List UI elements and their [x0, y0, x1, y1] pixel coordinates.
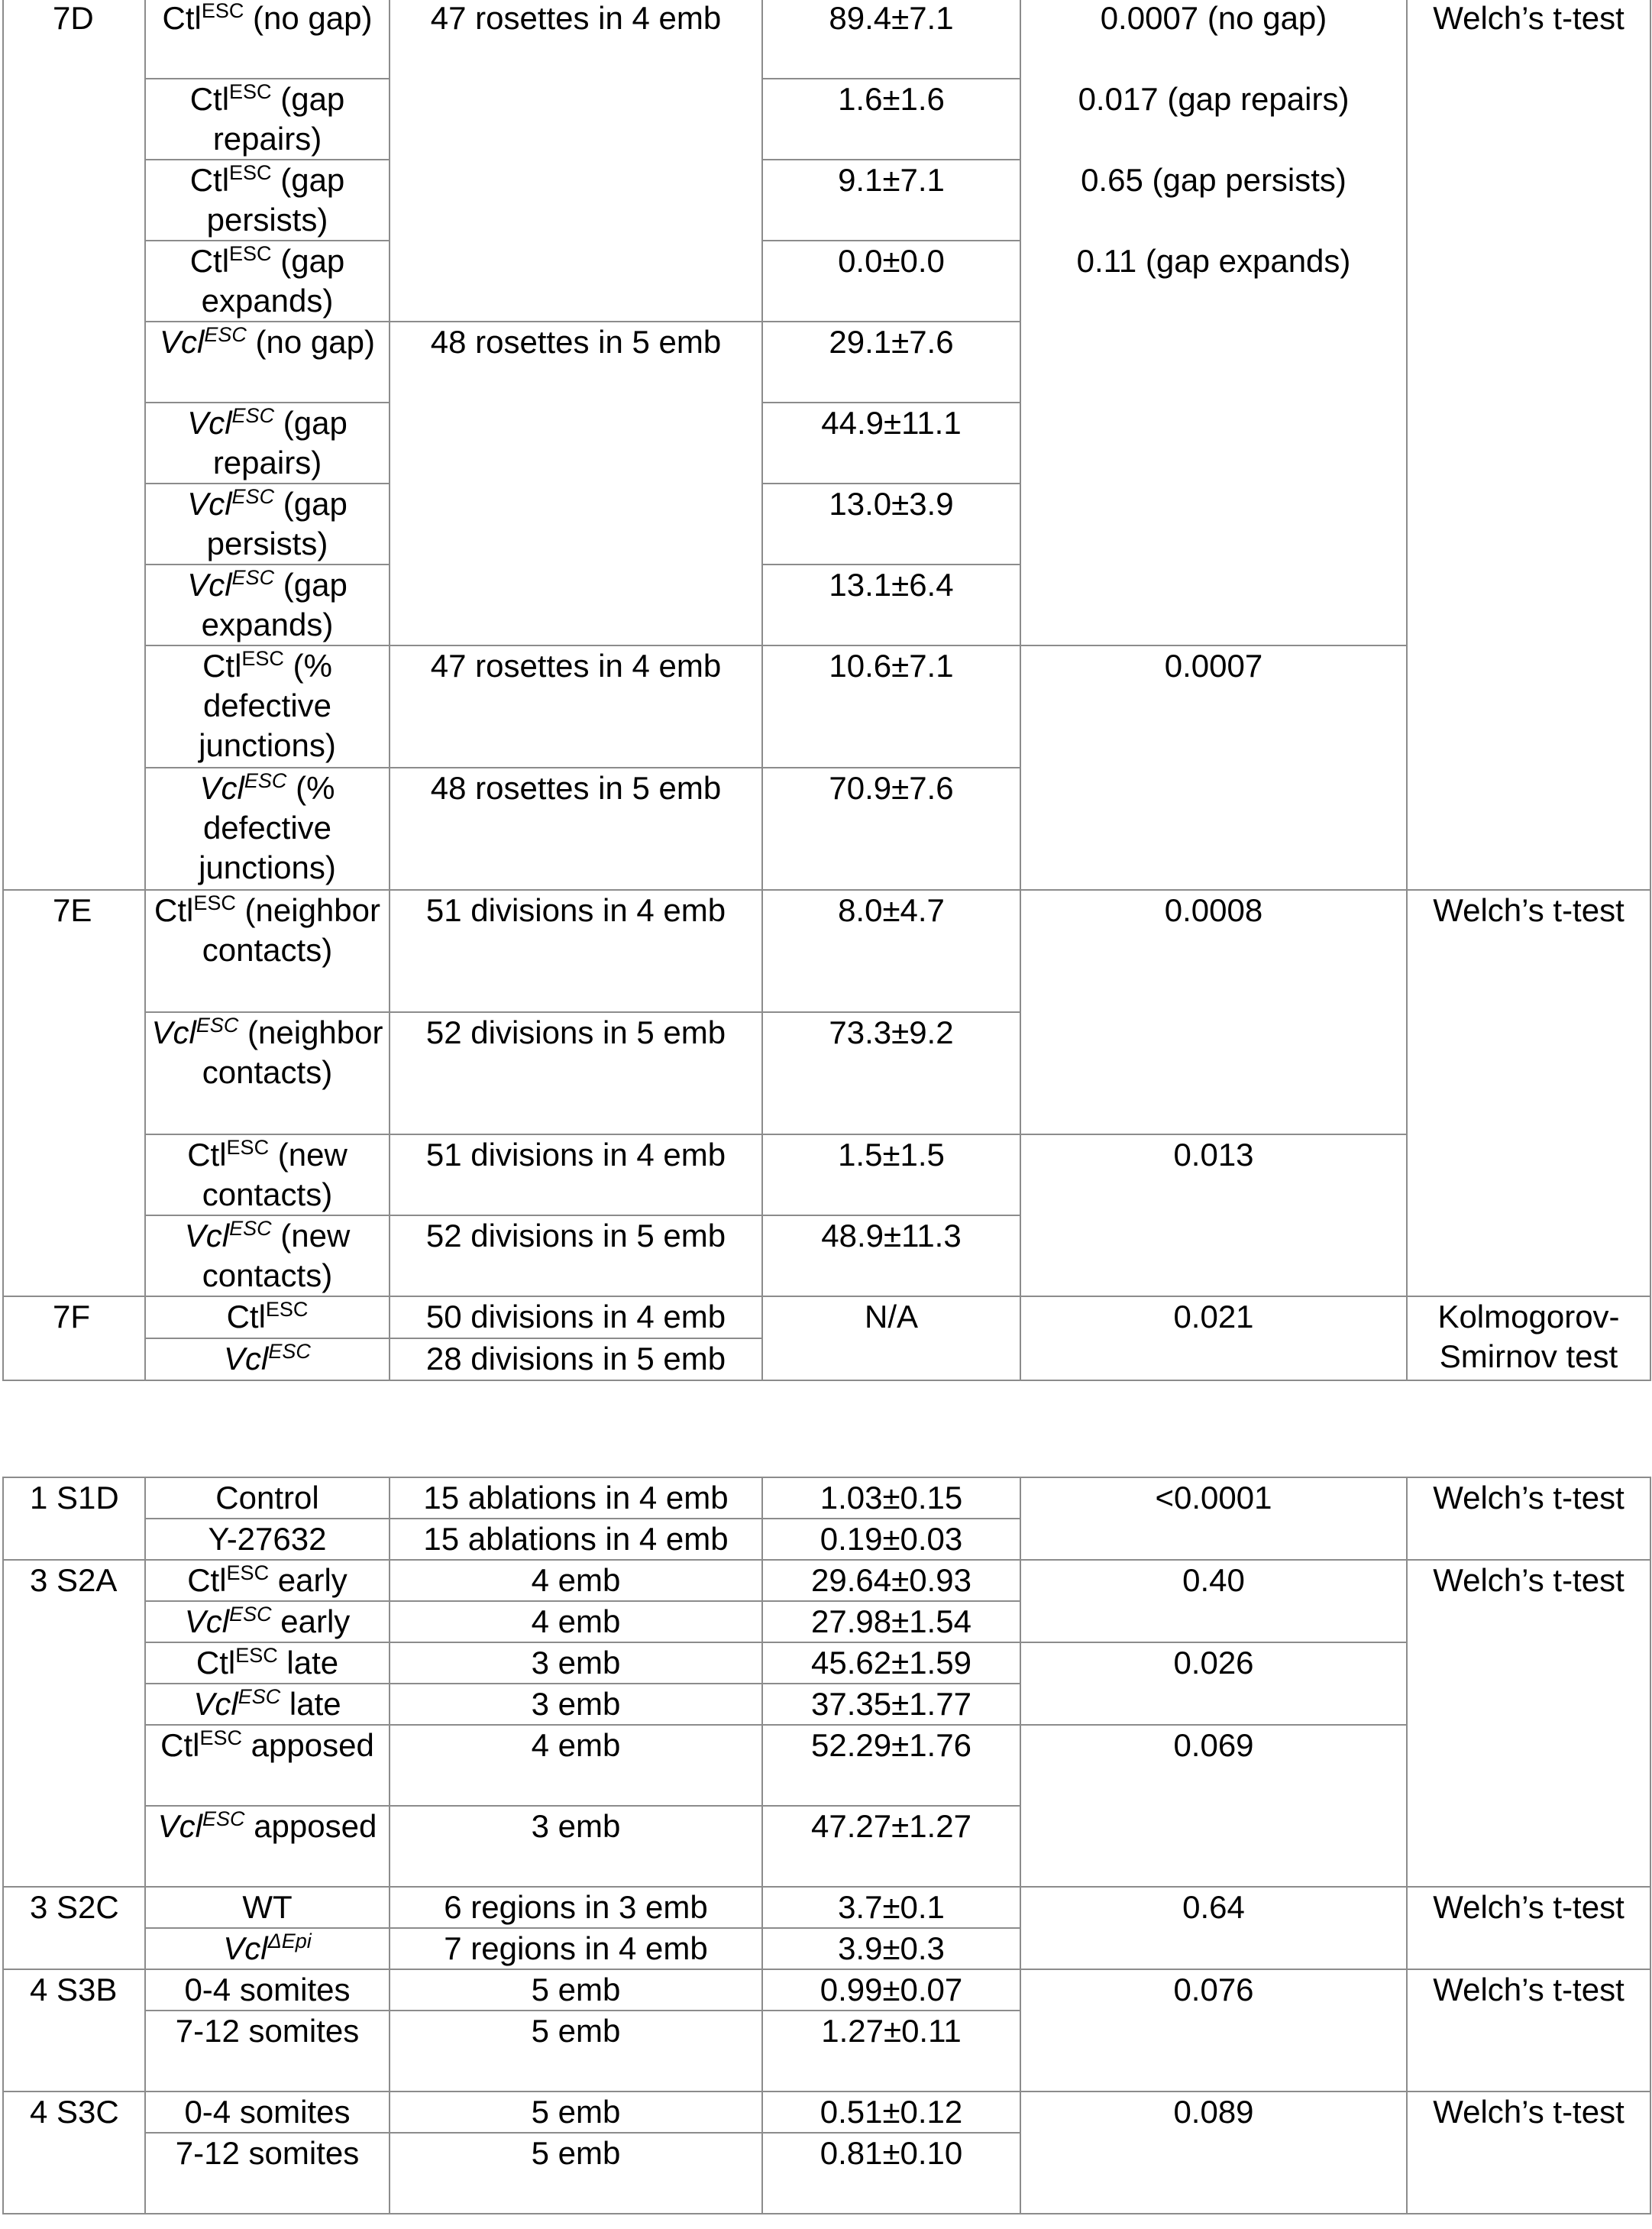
n-cell: 3 emb: [390, 1684, 762, 1725]
table-row: [3, 1134, 1650, 1215]
figure-cell: 7D: [3, 0, 145, 890]
condition-cell: Vcl$^{ESC}$ late: [145, 1684, 390, 1725]
table-row: [3, 1560, 1650, 1601]
p-value-line: 0.017 (gap repairs): [1078, 81, 1350, 117]
n-cell: 3 emb: [390, 1642, 762, 1684]
figure-cell: 7E: [3, 890, 145, 1296]
condition-cell: Vcl$^{ESC}$ apposed: [145, 1806, 390, 1887]
condition-cell: Ctl$^{ESC}$ (% defective junctions): [145, 645, 390, 768]
value-cell: 47.27±1.27: [762, 1806, 1020, 1887]
figure-cell: 4 S3C: [3, 2092, 145, 2214]
p-value-line: 0.11 (gap expands): [1076, 243, 1351, 279]
value-cell: 48.9±11.3: [762, 1215, 1020, 1296]
test-cell: Kolmogorov-Smirnov test: [1407, 1296, 1650, 1380]
condition-cell: 7-12 somites: [145, 2011, 390, 2092]
n-cell: 15 ablations in 4 emb: [390, 1519, 762, 1560]
condition-cell: Ctl$^{ESC}$ (no gap): [145, 0, 390, 79]
value-cell: 89.4±7.1: [762, 0, 1020, 79]
condition-cell: Vcl$^{ESC}$ (% defective junctions): [145, 768, 390, 890]
condition-cell: Vcl$^{ESC}$ early: [145, 1601, 390, 1642]
n-cell: 4 emb: [390, 1601, 762, 1642]
p-value-line: 0.0007 (no gap): [1100, 0, 1327, 36]
n-cell: 4 emb: [390, 1725, 762, 1806]
value-cell: 1.5±1.5: [762, 1134, 1020, 1215]
n-cell: 5 emb: [390, 1969, 762, 2011]
n-cell: 51 divisions in 4 emb: [390, 890, 762, 1012]
table-row: [3, 1477, 1650, 1519]
value-cell: 3.9±0.3: [762, 1928, 1020, 1969]
condition-cell: 0-4 somites: [145, 1969, 390, 2011]
condition-cell: Ctl$^{ESC}$: [145, 1296, 390, 1338]
test-cell: Welch’s t-test: [1407, 890, 1650, 1296]
p-value-cell: <0.0001: [1020, 1477, 1407, 1560]
p-value-cell: 0.013: [1020, 1134, 1407, 1296]
table-row: [3, 2092, 1650, 2133]
condition-cell: Control: [145, 1477, 390, 1519]
test-cell: Welch’s t-test: [1407, 0, 1650, 890]
p-value-line: 0.65 (gap persists): [1081, 162, 1346, 198]
n-cell: 5 emb: [390, 2011, 762, 2092]
condition-cell: Vcl$^{ESC}$: [145, 1338, 390, 1380]
n-cell: 3 emb: [390, 1806, 762, 1887]
value-cell: 27.98±1.54: [762, 1601, 1020, 1642]
condition-cell: 7-12 somites: [145, 2133, 390, 2214]
value-cell: 9.1±7.1: [762, 160, 1020, 241]
p-value-cell: 0.40: [1020, 1560, 1407, 1642]
value-cell: 1.27±0.11: [762, 2011, 1020, 2092]
p-value-cell: 0.026: [1020, 1642, 1407, 1725]
value-cell: 0.81±0.10: [762, 2133, 1020, 2214]
value-cell: 73.3±9.2: [762, 1012, 1020, 1134]
table-row: [3, 1969, 1650, 2011]
p-value-cell: 0.021: [1020, 1296, 1407, 1380]
value-cell: N/A: [762, 1296, 1020, 1380]
n-cell: 50 divisions in 4 emb: [390, 1296, 762, 1338]
condition-cell: Ctl$^{ESC}$ early: [145, 1560, 390, 1601]
value-cell: 0.99±0.07: [762, 1969, 1020, 2011]
p-value-cell: 0.069: [1020, 1725, 1407, 1887]
value-cell: 45.62±1.59: [762, 1642, 1020, 1684]
table-row: [3, 645, 1650, 768]
figure-cell: 1 S1D: [3, 1477, 145, 1560]
test-cell: Welch’s t-test: [1407, 1477, 1650, 1560]
condition-cell: Ctl$^{ESC}$ apposed: [145, 1725, 390, 1806]
table-row: [3, 0, 1650, 79]
test-cell: Welch’s t-test: [1407, 1560, 1650, 1887]
value-cell: 52.29±1.76: [762, 1725, 1020, 1806]
value-cell: 13.0±3.9: [762, 484, 1020, 565]
value-cell: 1.03±0.15: [762, 1477, 1020, 1519]
value-cell: 1.6±1.6: [762, 79, 1020, 160]
condition-cell: Vcl$^{ESC}$ (gap repairs): [145, 403, 390, 484]
table-row: [3, 1725, 1650, 1806]
value-cell: 0.0±0.0: [762, 241, 1020, 322]
value-cell: 13.1±6.4: [762, 565, 1020, 645]
figure-cell: 4 S3B: [3, 1969, 145, 2092]
value-cell: 37.35±1.77: [762, 1684, 1020, 1725]
condition-cell: Vcl$^{ESC}$ (new contacts): [145, 1215, 390, 1296]
value-cell: 70.9±7.6: [762, 768, 1020, 890]
figure-cell: 3 S2C: [3, 1887, 145, 1969]
value-cell: 8.0±4.7: [762, 890, 1020, 1012]
n-cell: 48 rosettes in 5 emb: [390, 322, 762, 645]
value-cell: 44.9±11.1: [762, 403, 1020, 484]
p-value-cell: 0.089: [1020, 2092, 1407, 2214]
condition-cell: Ctl$^{ESC}$ (neighbor contacts): [145, 890, 390, 1012]
n-cell: 15 ablations in 4 emb: [390, 1477, 762, 1519]
n-cell: 5 emb: [390, 2092, 762, 2133]
condition-cell: Vcl$^{ESC}$ (neighbor contacts): [145, 1012, 390, 1134]
p-value-cell: 0.076: [1020, 1969, 1407, 2092]
n-cell: 5 emb: [390, 2133, 762, 2214]
condition-cell: Ctl$^{ESC}$ (gap repairs): [145, 79, 390, 160]
condition-cell: Ctl$^{ESC}$ (gap persists): [145, 160, 390, 241]
figure-cell: 7F: [3, 1296, 145, 1380]
n-cell: 52 divisions in 5 emb: [390, 1215, 762, 1296]
p-value-cell: 0.0008: [1020, 890, 1407, 1134]
table-row: [3, 890, 1650, 1012]
n-cell: 48 rosettes in 5 emb: [390, 768, 762, 890]
condition-cell: Vcl$^{ESC}$ (no gap): [145, 322, 390, 403]
test-cell: Welch’s t-test: [1407, 1969, 1650, 2092]
condition-cell: Ctl$^{ESC}$ late: [145, 1642, 390, 1684]
stats-table-top: [2, 0, 1651, 1381]
condition-cell: 0-4 somites: [145, 2092, 390, 2133]
n-cell: 52 divisions in 5 emb: [390, 1012, 762, 1134]
value-cell: 10.6±7.1: [762, 645, 1020, 768]
condition-cell: Ctl$^{ESC}$ (new contacts): [145, 1134, 390, 1215]
value-cell: 0.19±0.03: [762, 1519, 1020, 1560]
n-cell: 47 rosettes in 4 emb: [390, 645, 762, 768]
p-value-cell: 0.0007: [1020, 645, 1407, 890]
n-cell: 47 rosettes in 4 emb: [390, 0, 762, 322]
n-cell: 28 divisions in 5 emb: [390, 1338, 762, 1380]
condition-cell: Ctl$^{ESC}$ (gap expands): [145, 241, 390, 322]
n-cell: 4 emb: [390, 1560, 762, 1601]
n-cell: 51 divisions in 4 emb: [390, 1134, 762, 1215]
stats-table-bottom: [2, 1477, 1651, 2214]
condition-cell: WT: [145, 1887, 390, 1928]
table-row: [3, 1296, 1650, 1338]
value-cell: 0.51±0.12: [762, 2092, 1020, 2133]
n-cell: 7 regions in 4 emb: [390, 1928, 762, 1969]
condition-cell: Y-27632: [145, 1519, 390, 1560]
p-value-cell: [1020, 0, 1407, 645]
test-cell: Welch’s t-test: [1407, 1887, 1650, 1969]
p-value-cell: 0.64: [1020, 1887, 1407, 1969]
condition-cell: Vcl$^{ESC}$ (gap persists): [145, 484, 390, 565]
table-row: [3, 1642, 1650, 1684]
test-cell: Welch’s t-test: [1407, 2092, 1650, 2214]
value-cell: 3.7±0.1: [762, 1887, 1020, 1928]
table-row: [3, 1887, 1650, 1928]
condition-cell: Vcl$^{ESC}$ (gap expands): [145, 565, 390, 645]
condition-cell: Vcl$^{\Delta Epi}$: [145, 1928, 390, 1969]
value-cell: 29.64±0.93: [762, 1560, 1020, 1601]
n-cell: 6 regions in 3 emb: [390, 1887, 762, 1928]
value-cell: 29.1±7.6: [762, 322, 1020, 403]
figure-cell: 3 S2A: [3, 1560, 145, 1887]
